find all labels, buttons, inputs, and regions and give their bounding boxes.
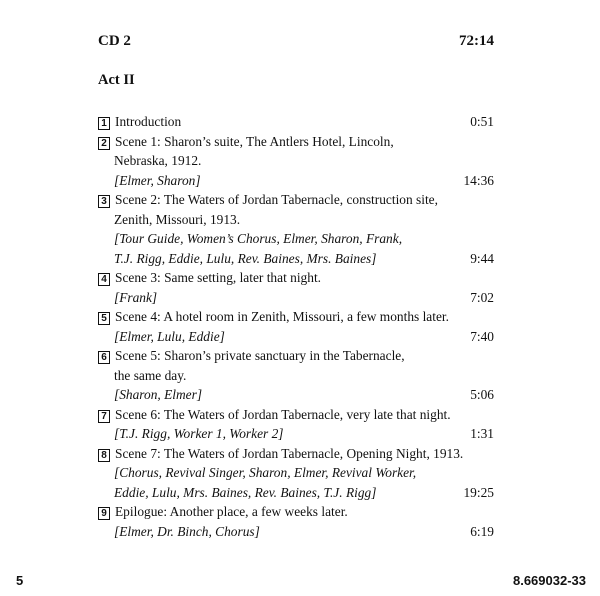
track-cast-text: [Elmer, Dr. Binch, Chorus] [114, 523, 260, 539]
cd-title: CD 2 [98, 33, 131, 49]
track-item [98, 112, 494, 132]
track-number-box: 3 [98, 195, 110, 208]
track-list [98, 112, 494, 541]
track-cast-text: [T.J. Rigg, Worker 1, Worker 2] [114, 426, 284, 441]
track-item [98, 268, 494, 307]
track-number-box: 1 [98, 117, 110, 130]
track-cast-line [98, 171, 494, 191]
track-cast-text: [Elmer, Sharon] [114, 172, 201, 188]
track-title-line [98, 444, 494, 464]
track-title-text: Introduction [115, 114, 182, 129]
track-cast-text: [Chorus, Revival Singer, Sharon, Elmer, Revival Worker, [114, 465, 417, 480]
track-number-box: 9 [98, 507, 110, 520]
track-title-text: Scene 6: The Waters of Jordan Tabernacle, very late that night. [115, 406, 451, 422]
track-title-text: Scene 1: Sharon’s suite, The Antlers Hotel, Lincoln, [115, 133, 394, 149]
track-duration: 14:36 [463, 172, 494, 188]
track-cast-text: T.J. Rigg, Eddie, Lulu, Rev. Baines, Mrs. Baines] [114, 250, 377, 266]
track-title-text: Nebraska, 1912. [114, 153, 202, 168]
track-title-text: Epilogue: Another place, a few weeks later. [115, 504, 348, 519]
track-cast-line [98, 483, 494, 503]
track-item [98, 346, 494, 405]
track-duration: 1:31 [470, 426, 494, 441]
track-title-line [98, 268, 494, 288]
track-cast-text: Eddie, Lulu, Mrs. Baines, Rev. Baines, T.J. Rigg] [114, 484, 377, 500]
track-duration: 19:25 [463, 484, 494, 500]
track-title-text: Scene 7: The Waters of Jordan Tabernacle, Opening Night, 1913. [115, 445, 464, 461]
track-cast-line [98, 385, 494, 405]
track-title-line [98, 132, 494, 152]
act-heading: Act II [98, 72, 135, 88]
track-cast-text: [Tour Guide, Women’s Chorus, Elmer, Sharon, Frank, [114, 231, 403, 246]
track-item [98, 307, 494, 346]
track-number-box: 2 [98, 137, 110, 150]
track-title-line [98, 502, 494, 522]
track-duration: 7:40 [470, 328, 494, 344]
track-number-box: 4 [98, 273, 110, 286]
track-title-text: Scene 5: Sharon’s private sanctuary in the Tabernacle, [115, 348, 405, 363]
track-item [98, 190, 494, 268]
track-title-line [98, 405, 494, 425]
track-title-continuation [98, 366, 494, 386]
track-title-line [98, 190, 494, 210]
track-cast-line [98, 424, 494, 444]
track-cast-line [98, 327, 494, 347]
track-item [98, 502, 494, 541]
track-cast-text: [Elmer, Lulu, Eddie] [114, 328, 225, 344]
cd-total-time: 72:14 [459, 33, 494, 49]
track-title-line [98, 307, 494, 327]
catalog-number: 8.669032-33 [512, 573, 586, 588]
track-title-text: the same day. [114, 367, 187, 383]
track-cast-line [98, 463, 494, 483]
track-title-text: Zenith, Missouri, 1913. [114, 211, 241, 227]
track-number-box: 5 [98, 312, 110, 325]
track-number-box: 6 [98, 351, 110, 364]
track-cast-line [98, 229, 494, 249]
track-cast-line [98, 249, 494, 269]
track-cast-text: [Frank] [114, 289, 158, 305]
track-duration: 6:19 [470, 523, 494, 539]
track-number-box: 8 [98, 449, 110, 462]
track-item [98, 405, 494, 444]
track-cast-line [98, 288, 494, 308]
track-duration: 9:44 [470, 250, 494, 266]
track-item [98, 132, 494, 191]
track-number-box: 7 [98, 410, 110, 423]
track-duration: 0:51 [470, 114, 494, 129]
track-title-line [98, 346, 494, 366]
track-duration: 7:02 [470, 289, 494, 305]
track-title-text: Scene 2: The Waters of Jordan Tabernacle, construction site, [115, 192, 438, 207]
track-title-continuation [98, 151, 494, 171]
track-cast-line [98, 522, 494, 542]
track-title-continuation [98, 210, 494, 230]
track-title-text: Scene 3: Same setting, later that night. [115, 270, 322, 285]
track-duration: 5:06 [470, 387, 494, 402]
track-cast-text: [Sharon, Elmer] [114, 387, 203, 402]
page-number: 5 [16, 573, 24, 588]
track-title-line [98, 112, 494, 132]
track-title-text: Scene 4: A hotel room in Zenith, Missouri, a few months later. [115, 309, 449, 324]
track-item [98, 444, 494, 503]
